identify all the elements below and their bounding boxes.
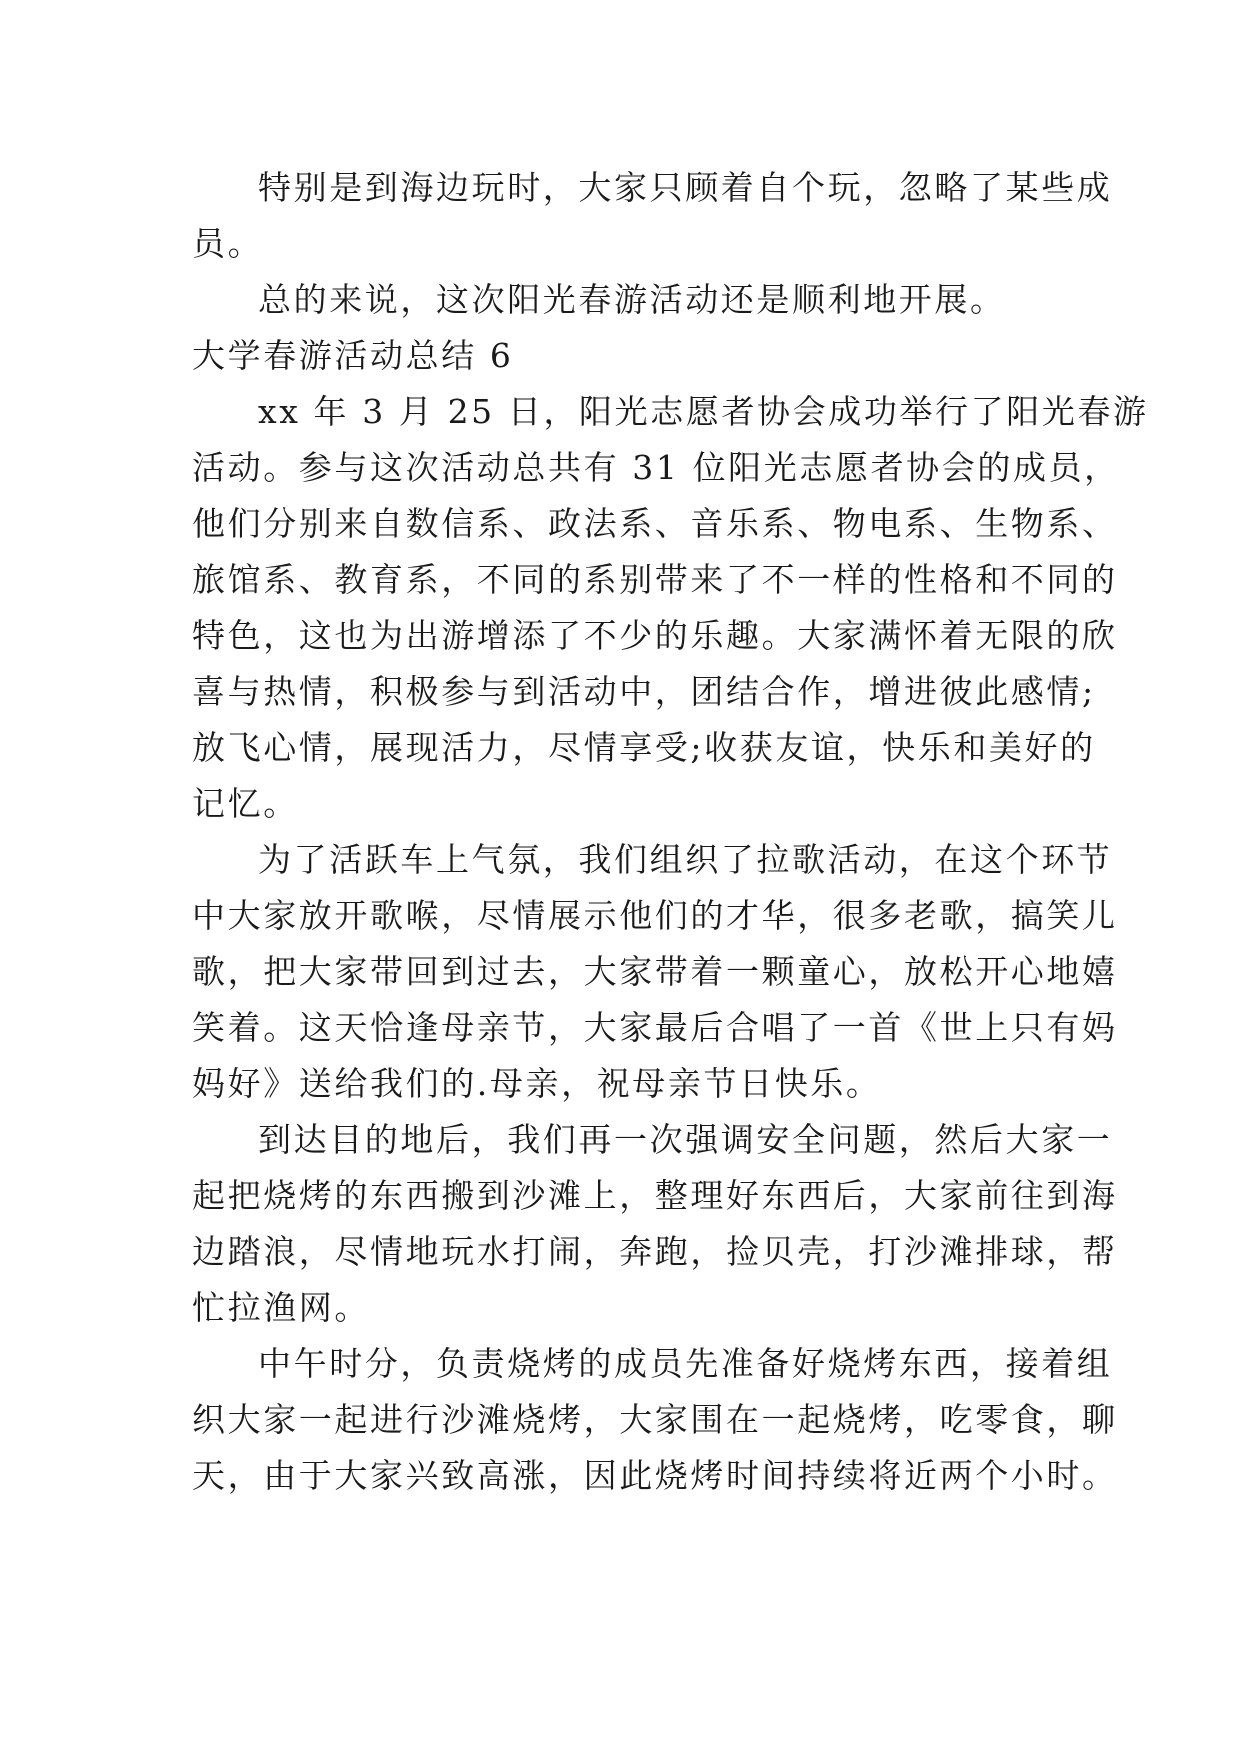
- paragraph-line: 边踏浪，尽情地玩水打闹，奔跑，捡贝壳，打沙滩排球，帮: [192, 1232, 1118, 1271]
- section-heading: 大学春游活动总结 6: [192, 336, 514, 375]
- paragraph-line: 活动。参与这次活动总共有 31 位阳光志愿者协会的成员，: [192, 448, 1120, 487]
- paragraph-line: 特别是到海边玩时，大家只顾着自个玩，忽略了某些成: [258, 168, 1113, 207]
- paragraph-line: xx 年 3 月 25 日，阳光志愿者协会成功举行了阳光春游: [258, 392, 1149, 431]
- paragraph-line: 喜与热情，积极参与到活动中，团结合作，增进彼此感情;: [192, 672, 1096, 711]
- paragraph-line: 起把烧烤的东西搬到沙滩上，整理好东西后，大家前往到海: [192, 1176, 1118, 1215]
- paragraph-line: 笑着。这天恰逢母亲节，大家最后合唱了一首《世上只有妈: [192, 1008, 1118, 1047]
- paragraph-line: 中大家放开歌喉，尽情展示他们的才华，很多老歌，搞笑儿: [192, 896, 1118, 935]
- paragraph-line: 为了活跃车上气氛，我们组织了拉歌活动，在这个环节: [258, 840, 1113, 879]
- paragraph-line: 织大家一起进行沙滩烧烤，大家围在一起烧烤，吃零食，聊: [192, 1400, 1118, 1439]
- paragraph-line: 忙拉渔网。: [192, 1288, 370, 1327]
- paragraph-line: 特色，这也为出游增添了不少的乐趣。大家满怀着无限的欣: [192, 616, 1118, 655]
- paragraph-line: 旅馆系、教育系，不同的系别带来了不一样的性格和不同的: [192, 560, 1118, 599]
- paragraph-line: 天，由于大家兴致高涨，因此烧烤时间持续将近两个小时。: [192, 1456, 1118, 1495]
- paragraph-line: 妈好》送给我们的.母亲，祝母亲节日快乐。: [192, 1064, 882, 1103]
- paragraph-line: 到达目的地后，我们再一次强调安全问题，然后大家一: [258, 1120, 1113, 1159]
- paragraph-line: 总的来说，这次阳光春游活动还是顺利地开展。: [258, 280, 1006, 319]
- paragraph-line: 他们分别来自数信系、政法系、音乐系、物电系、生物系、: [192, 504, 1118, 543]
- paragraph-line: 放飞心情，展现活力，尽情享受;收获友谊，快乐和美好的: [192, 728, 1096, 767]
- paragraph-line: 员。: [192, 224, 264, 263]
- paragraph-line: 歌，把大家带回到过去，大家带着一颗童心，放松开心地嬉: [192, 952, 1118, 991]
- paragraph-line: 中午时分，负责烧烤的成员先准备好烧烤东西，接着组: [258, 1344, 1113, 1383]
- paragraph-line: 记忆。: [192, 784, 299, 823]
